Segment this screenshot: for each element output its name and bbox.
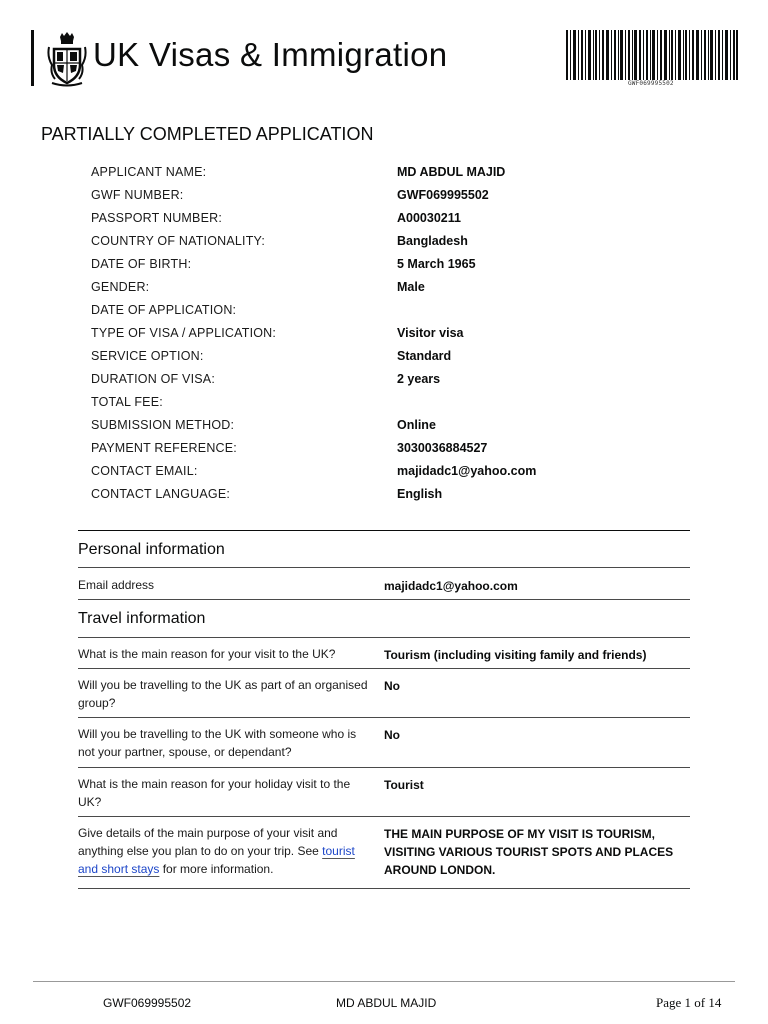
summary-value: 5 March 1965 (397, 257, 476, 271)
row-divider (78, 888, 690, 889)
summary-label: PAYMENT REFERENCE: (91, 441, 237, 455)
summary-label: PASSPORT NUMBER: (91, 211, 223, 225)
tourist-and-short-stays-link[interactable]: tourist and short stays (78, 844, 355, 876)
summary-label: APPLICANT NAME: (91, 165, 207, 179)
barcode-image (566, 30, 738, 80)
summary-value: Visitor visa (397, 326, 464, 340)
question-text: Email address (78, 578, 155, 592)
summary-row (91, 438, 711, 461)
summary-value: A00030211 (397, 211, 461, 225)
summary-row (91, 369, 711, 392)
summary-value: 2 years (397, 372, 441, 386)
summary-label: TYPE OF VISA / APPLICATION: (91, 326, 277, 340)
summary-row (91, 484, 711, 507)
answer-text: No (384, 679, 400, 693)
summary-row (91, 300, 711, 323)
summary-row (91, 277, 711, 300)
footer-applicant-name: MD ABDUL MAJID (336, 996, 437, 1010)
summary-value: GWF069995502 (397, 188, 489, 202)
question-text: What is the main reason for your holiday visit to the UK? (78, 777, 351, 809)
row-divider (78, 668, 690, 669)
summary-label: DATE OF APPLICATION: (91, 303, 237, 317)
row-divider (78, 637, 690, 638)
summary-row (91, 323, 711, 346)
header-divider (31, 30, 34, 86)
summary-label: CONTACT EMAIL: (91, 464, 198, 478)
summary-label: TOTAL FEE: (91, 395, 163, 409)
document-title: PARTIALLY COMPLETED APPLICATION (41, 124, 374, 144)
row-divider (78, 567, 690, 568)
barcode-number: GWF069995502 (628, 80, 674, 87)
page-number: Page 1 of 14 (656, 995, 722, 1010)
summary-row (91, 392, 711, 415)
summary-label: SERVICE OPTION: (91, 349, 204, 363)
answer-text: Tourist (384, 778, 424, 792)
row-divider (78, 599, 690, 600)
summary-label: DATE OF BIRTH: (91, 257, 192, 271)
question-text-part: for more information. (159, 862, 274, 876)
royal-crest-logo (46, 31, 88, 87)
summary-row (91, 208, 711, 231)
summary-value: Standard (397, 349, 452, 363)
brand-title: UK Visas & Immigration (93, 36, 448, 73)
row-divider (78, 816, 690, 817)
summary-row (91, 254, 711, 277)
question-text: What is the main reason for your visit to the UK? (78, 647, 336, 661)
summary-row (91, 162, 711, 185)
summary-value: Online (397, 418, 436, 432)
answer-text: No (384, 728, 400, 742)
summary-value: majidadc1@yahoo.com (397, 464, 537, 478)
travel-information-heading: Travel information (78, 610, 206, 627)
summary-value: Bangladesh (397, 234, 468, 248)
summary-row (91, 461, 711, 484)
footer-divider (33, 981, 735, 982)
summary-label: DURATION OF VISA: (91, 372, 216, 386)
summary-label: GENDER: (91, 280, 150, 294)
row-divider (78, 717, 690, 718)
question-text (78, 824, 368, 878)
summary-row (91, 231, 711, 254)
summary-value: Male (397, 280, 425, 294)
summary-label: GWF NUMBER: (91, 188, 184, 202)
summary-label: SUBMISSION METHOD: (91, 418, 235, 432)
summary-row (91, 185, 711, 208)
summary-value: 3030036884527 (397, 441, 488, 455)
summary-label: COUNTRY OF NATIONALITY: (91, 234, 266, 248)
summary-value: MD ABDUL MAJID (397, 165, 506, 179)
answer-text: Tourism (including visiting family and friends) (384, 648, 647, 662)
row-divider (78, 767, 690, 768)
summary-label: CONTACT LANGUAGE: (91, 487, 231, 501)
section-divider (78, 530, 690, 531)
question-text: Will you be travelling to the UK with someone who is not your partner, spouse, or dependant? (78, 727, 357, 759)
question-text: Will you be travelling to the UK as part of an organised group? (78, 678, 368, 710)
answer-text: majidadc1@yahoo.com (384, 579, 518, 593)
personal-information-heading: Personal information (78, 541, 225, 558)
application-summary (91, 162, 711, 507)
question-text-part: Give details of the main purpose of your visit and anything else you plan to do on your trip. See (78, 826, 338, 858)
answer-text: THE MAIN PURPOSE OF MY VISIT IS TOURISM, VISITING VARIOUS TOURIST SPOTS AND PLACES AROUND LONDON. (384, 827, 674, 877)
footer-gwf-number: GWF069995502 (103, 996, 192, 1010)
summary-value: English (397, 487, 443, 501)
summary-row (91, 346, 711, 369)
summary-row (91, 415, 711, 438)
